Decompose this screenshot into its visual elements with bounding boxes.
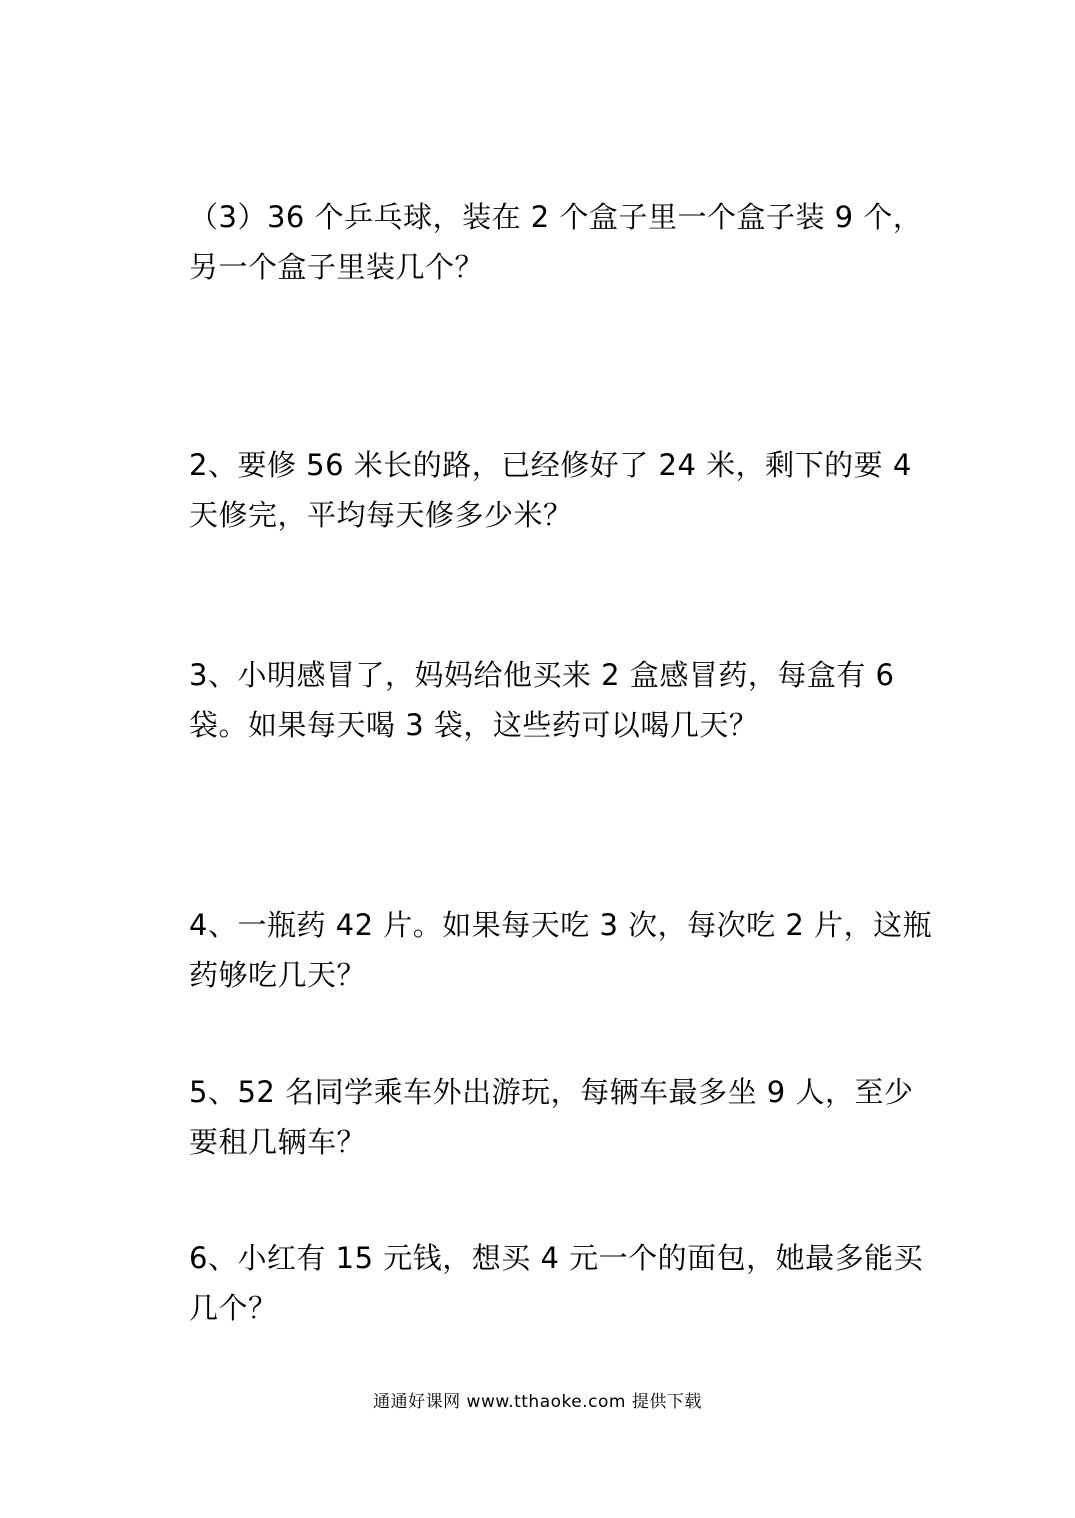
problem-line: 6、小红有 15 元钱，想买 4 元一个的面包，她最多能买 — [189, 1241, 924, 1275]
word-problem-5 — [189, 1067, 914, 1167]
problem-line: （3）36 个乒乓球，装在 2 个盒子里一个盒子装 9 个， — [189, 200, 923, 234]
problem-line: 2、要修 56 米长的路，已经修好了 24 米，剩下的要 4 — [189, 448, 912, 482]
page-footer: 通通好课网 www.tthaoke.com 提供下载 — [373, 1392, 702, 1412]
problem-line: 几个？ — [189, 1291, 278, 1325]
problem-line: 天修完，平均每天修多少米？ — [189, 498, 573, 532]
word-problem-part-3 — [189, 192, 923, 292]
word-problem-6 — [189, 1233, 924, 1333]
problem-line: 3、小明感冒了，妈妈给他买来 2 盒感冒药，每盒有 6 — [189, 658, 895, 692]
problem-line: 4、一瓶药 42 片。如果每天吃 3 次，每次吃 2 片，这瓶 — [189, 908, 933, 942]
word-problem-3 — [189, 650, 895, 750]
word-problem-2 — [189, 440, 912, 540]
problem-line: 要租几辆车？ — [189, 1125, 367, 1159]
problem-line: 药够吃几天？ — [189, 958, 367, 992]
problem-line: 袋。如果每天喝 3 袋，这些药可以喝几天？ — [189, 708, 759, 742]
problem-line: 5、52 名同学乘车外出游玩，每辆车最多坐 9 人，至少 — [189, 1075, 914, 1109]
word-problem-4 — [189, 900, 933, 1000]
problem-line: 另一个盒子里装几个？ — [189, 250, 485, 284]
